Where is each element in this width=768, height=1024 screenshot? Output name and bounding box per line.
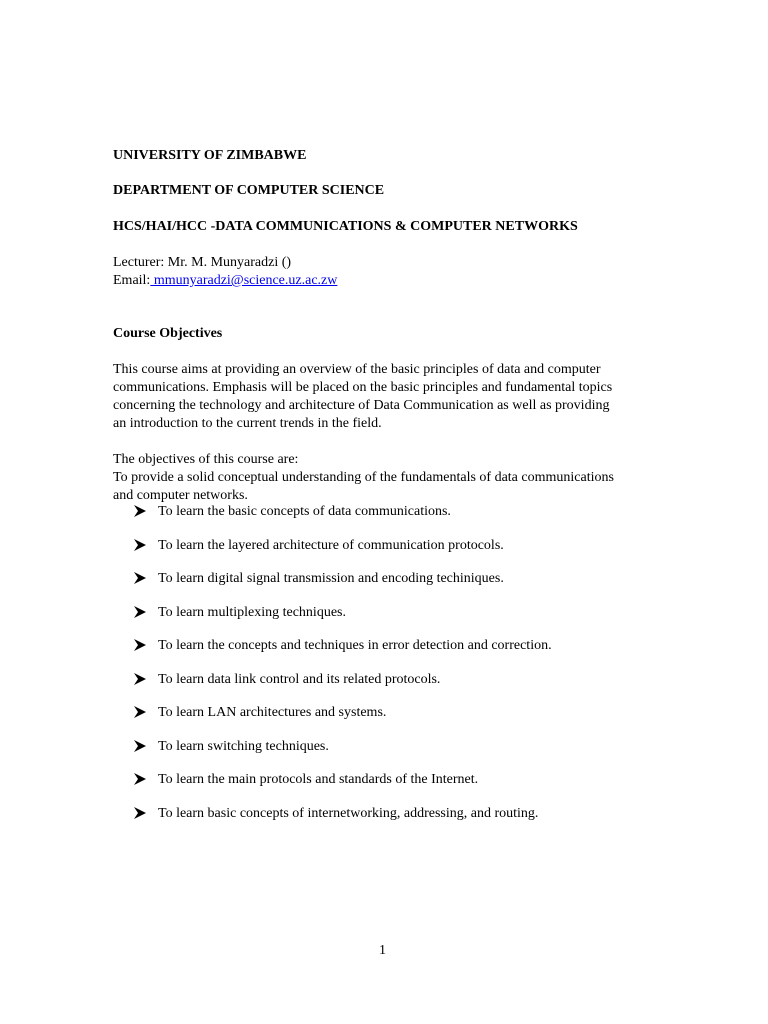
list-item-text: To learn switching techniques. bbox=[158, 738, 329, 754]
email-label: Email: bbox=[113, 273, 151, 288]
arrow-bullet-icon bbox=[133, 672, 147, 686]
list-item-text: To learn basic concepts of internetworking, addressing, and routing. bbox=[158, 805, 539, 821]
intro-paragraph bbox=[113, 361, 673, 433]
course-heading: HCS/HAI/HCC -DATA COMMUNICATIONS & COMPUTER NETWORKS bbox=[113, 219, 578, 234]
page-number: 1 bbox=[379, 943, 386, 958]
arrow-bullet-icon bbox=[133, 739, 147, 753]
arrow-bullet-icon bbox=[133, 504, 147, 518]
list-item-text: To learn data link control and its related protocols. bbox=[158, 671, 441, 687]
objectives-lead-paragraph bbox=[113, 451, 673, 505]
course-objectives-title: Course Objectives bbox=[113, 326, 223, 341]
department-heading: DEPARTMENT OF COMPUTER SCIENCE bbox=[113, 183, 385, 198]
list-item-text: To learn the concepts and techniques in error detection and correction. bbox=[158, 638, 552, 653]
intro-line: communications. Emphasis will be placed on the basic principles and fundamental topics bbox=[113, 380, 613, 395]
list-item-text: To learn LAN architectures and systems. bbox=[158, 705, 387, 720]
university-heading: UNIVERSITY OF ZIMBABWE bbox=[113, 148, 307, 163]
list-item-text: To learn the main protocols and standards of the Internet. bbox=[158, 772, 479, 787]
lecturer-line: Lecturer: Mr. M. Munyaradzi () bbox=[113, 255, 292, 270]
list-item-text: To learn the layered architecture of communication protocols. bbox=[158, 537, 504, 553]
email-link[interactable]: mmunyaradzi@science.uz.ac.zw bbox=[150, 273, 338, 288]
email-line bbox=[113, 272, 337, 290]
list-item-text: To learn digital signal transmission and encoding techiniques. bbox=[158, 571, 504, 586]
list-item-text: To learn the basic concepts of data communications. bbox=[158, 504, 451, 519]
lead-line: and computer networks. bbox=[113, 488, 248, 503]
arrow-bullet-icon bbox=[133, 772, 147, 786]
intro-line: an introduction to the current trends in the field. bbox=[113, 416, 382, 431]
arrow-bullet-icon bbox=[133, 571, 147, 585]
intro-line: This course aims at providing an overview of the basic principles of data and computer bbox=[113, 362, 601, 377]
arrow-bullet-icon bbox=[133, 705, 147, 719]
arrow-bullet-icon bbox=[133, 538, 147, 552]
arrow-bullet-icon bbox=[133, 638, 147, 652]
intro-line: concerning the technology and architecture of Data Communication as well as providing bbox=[113, 398, 610, 413]
list-item-text: To learn multiplexing techniques. bbox=[158, 604, 346, 620]
lead-line: To provide a solid conceptual understanding of the fundamentals of data communications bbox=[113, 470, 614, 485]
arrow-bullet-icon bbox=[133, 806, 147, 820]
arrow-bullet-icon bbox=[133, 605, 147, 619]
lead-line: The objectives of this course are: bbox=[113, 452, 299, 467]
